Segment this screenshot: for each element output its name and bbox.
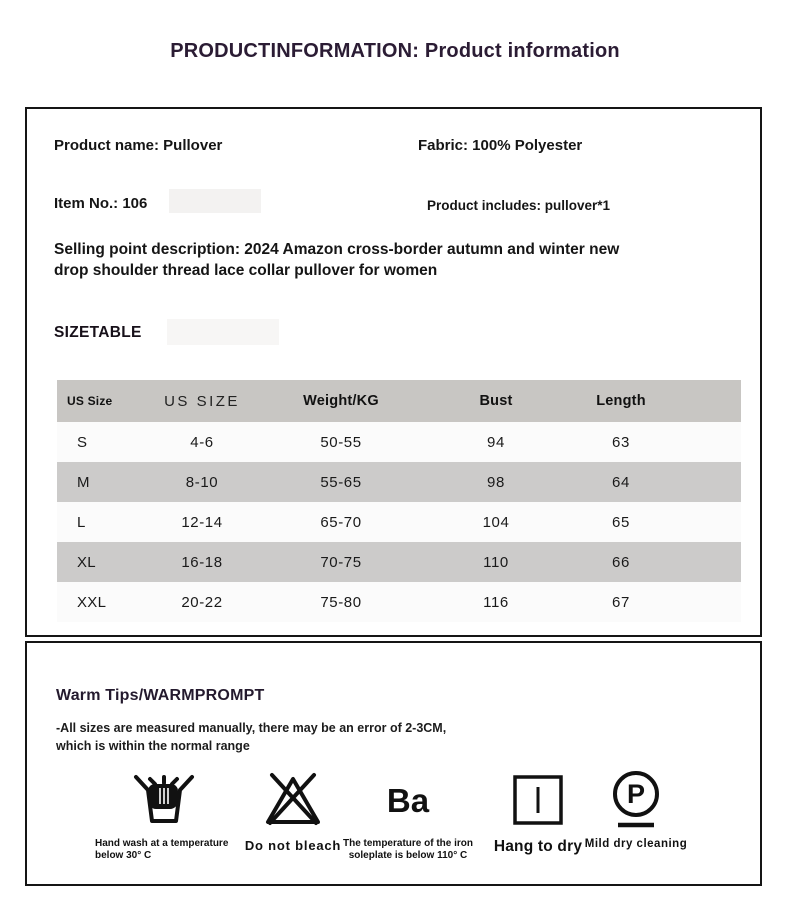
cell-bust: 94 (487, 433, 505, 451)
column-header-bust: Bust (479, 393, 513, 409)
cell-ussize: 8-10 (185, 473, 219, 491)
warm-tips-line1: -All sizes are measured manually, there may be an error of 2-3CM, (56, 721, 447, 735)
column-header-length: Length (596, 393, 646, 409)
cell-size: L (77, 513, 86, 531)
table-row-l (57, 502, 741, 542)
cell-bust: 110 (483, 553, 509, 571)
fabric-field: Fabric: 100% Polyester (418, 137, 583, 154)
iron-below-110-icon (387, 767, 429, 833)
cell-length: 64 (612, 473, 630, 491)
highlight-artifact (169, 189, 261, 213)
column-header-us-size-2: US SIZE (164, 392, 240, 410)
page-title: PRODUCTINFORMATION: Product information (170, 40, 620, 62)
care-label: The temperature of the iron soleplate is below 110° C (342, 838, 473, 861)
size-table (57, 380, 741, 622)
product-name-field: Product name: Pullover (54, 137, 223, 154)
table-row-s (57, 422, 741, 462)
column-header-us-size: US Size (67, 394, 113, 408)
care-item-iron-temperature (330, 767, 486, 862)
selling-point-description (54, 239, 740, 281)
care-label: Hand wash at a temperature below 30° C (95, 838, 229, 861)
care-label: Mild dry cleaning (584, 838, 688, 850)
cell-weight: 65-70 (320, 513, 362, 531)
care-item-mild-dry-cleaning (561, 767, 711, 850)
table-row-m (57, 462, 741, 502)
cell-size: XL (77, 553, 96, 571)
cell-ussize: 20-22 (181, 593, 223, 611)
hang-to-dry-icon (510, 767, 566, 833)
selling-point-line1: Selling point description: 2024 Amazon cross-border autumn and winter new (54, 241, 620, 258)
cell-ussize: 4-6 (190, 433, 214, 451)
size-table-title: SIZETABLE (54, 324, 142, 341)
cell-ussize: 16-18 (181, 553, 223, 571)
cell-weight: 50-55 (320, 433, 362, 451)
warm-tips-title: Warm Tips/WARMPROMPT (56, 687, 265, 704)
cell-length: 65 (612, 513, 630, 531)
warm-tips-panel (25, 641, 762, 886)
product-includes-field: Product includes: pullover*1 (427, 198, 611, 213)
care-label: Do not bleach (244, 838, 342, 853)
cell-bust: 98 (487, 473, 505, 491)
care-item-hand-wash (89, 767, 239, 862)
highlight-artifact (167, 319, 279, 345)
cell-length: 63 (612, 433, 630, 451)
table-row-xl (57, 542, 741, 582)
product-details-panel (25, 107, 762, 637)
cell-ussize: 12-14 (181, 513, 223, 531)
svg-text:P: P (626, 779, 646, 809)
cell-weight: 55-65 (320, 473, 362, 491)
cell-weight: 70-75 (320, 553, 362, 571)
column-header-weight: Weight/KG (303, 393, 379, 409)
cell-length: 66 (612, 553, 630, 571)
cell-length: 67 (612, 593, 630, 611)
cell-size: S (77, 433, 88, 451)
ba-glyph: Ba (386, 781, 430, 819)
do-not-bleach-icon (262, 767, 324, 833)
warm-tips-line2: which is within the normal range (56, 739, 250, 753)
table-row-xxl (57, 582, 741, 622)
cell-size: M (77, 473, 90, 491)
cell-weight: 75-80 (320, 593, 362, 611)
mild-dry-cleaning-icon (608, 767, 664, 833)
cell-size: XXL (77, 593, 107, 611)
item-no-field: Item No.: 106 (54, 195, 148, 212)
cell-bust: 104 (482, 513, 510, 531)
selling-point-line2: drop shoulder thread lace collar pullover for women (54, 262, 438, 279)
hand-wash-icon (131, 767, 197, 833)
warm-tips-text (56, 719, 446, 755)
cell-bust: 116 (483, 593, 509, 611)
size-table-header-row (57, 380, 741, 422)
care-label: Hang to dry (493, 838, 583, 855)
